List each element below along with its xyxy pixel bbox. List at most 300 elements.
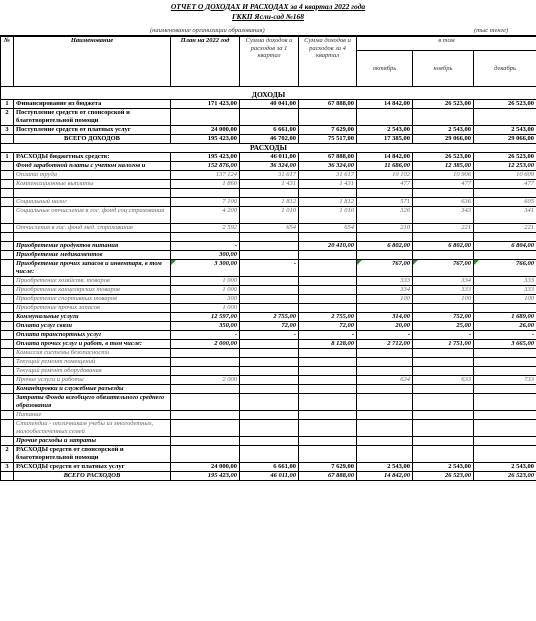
row-name: Приобретение канцелярских товаров [14,286,171,295]
row-num [1,304,14,313]
section-income: ДОХОДЫ [1,87,536,100]
table-row [1,463,536,472]
row-nov [413,420,474,437]
col-header-name: Наименование [14,37,171,87]
row-name: Стипендии - отличникам учебы из многодетных, малообеспеченных семей [14,420,171,437]
table-row [1,100,536,109]
row-nov [413,189,474,198]
row-oct: 17 385,00 [357,135,413,144]
row-plan [171,446,240,463]
row-q1 [240,349,299,358]
row-name [14,189,171,198]
row-nov: 633 [413,376,474,385]
row-nov: 636 [413,198,474,207]
currency-caption: (тыс тенге) [474,27,509,34]
row-plan [171,394,240,411]
row-dec [474,304,536,313]
row-q4 [299,277,357,286]
row-dec: 3 665,00 [474,340,536,349]
row-q4: 36 324,00 [299,162,357,171]
row-dec: 605 [474,198,536,207]
table-row [1,180,536,189]
row-plan: 24 000,00 [171,126,240,135]
row-plan: 137 124 [171,171,240,180]
row-q4 [299,109,357,126]
row-q1: - [240,331,299,340]
row-num: 3 [1,126,14,135]
row-oct: 10 102 [357,171,413,180]
table-row [1,277,536,286]
row-oct: 333 [357,277,413,286]
table-row [1,224,536,233]
col-header-nov: ноябрь [413,51,474,87]
row-name: Текущий ремонт оборудования [14,367,171,376]
organization-name: ГККП Ясли-сад №168 [231,12,305,21]
row-oct [357,394,413,411]
row-name: РАСХОДЫ бюджетных средств: [14,153,171,162]
row-name: Приобретение прочих запасов [14,304,171,313]
row-dec [474,189,536,198]
row-dec: 333 [474,277,536,286]
row-q1 [240,233,299,242]
row-oct: 2 712,00 [357,340,413,349]
row-q1 [240,420,299,437]
table-row [1,162,536,171]
table-row [1,286,536,295]
row-dec: 766,00 [474,260,536,277]
row-oct [357,304,413,313]
row-q1: 72,00 [240,322,299,331]
row-nov: 2 543,00 [413,126,474,135]
row-q1: 1 812 [240,198,299,207]
row-dec [474,358,536,367]
row-nov: 26 523,00 [413,472,474,481]
row-plan: 195 423,00 [171,135,240,144]
row-q4 [299,304,357,313]
table-row [1,126,536,135]
row-dec: 333 [474,286,536,295]
row-q1: 2 755,00 [240,313,299,322]
table-row [1,198,536,207]
row-nov: - [413,331,474,340]
col-header-num: № [1,37,14,87]
row-name: Питание [14,411,171,420]
row-nov: 26 523,00 [413,153,474,162]
table-row [1,340,536,349]
row-plan [171,385,240,394]
row-num [1,224,14,233]
row-nov: 334 [413,277,474,286]
row-dec [474,411,536,420]
row-num: 2 [1,446,14,463]
row-q1 [240,189,299,198]
col-header-q4: Сумма доходов и расходов за 4 квартал [299,37,357,87]
row-q1: 654 [240,224,299,233]
row-nov [413,358,474,367]
row-num: 1 [1,100,14,109]
row-num [1,242,14,251]
row-oct [357,411,413,420]
row-plan: 4 200 [171,207,240,224]
row-q4: 1 812 [299,198,357,207]
row-plan [171,233,240,242]
row-q4 [299,376,357,385]
row-num [1,277,14,286]
row-dec: 341 [474,207,536,224]
table-row [1,153,536,162]
row-dec [474,349,536,358]
row-num [1,189,14,198]
row-q1: 6 661,00 [240,126,299,135]
row-plan: 2 000,00 [171,340,240,349]
row-dec: - [474,331,536,340]
row-q4: 31 617 [299,171,357,180]
row-name: Приобретение спортивных товаров [14,295,171,304]
row-oct: 100 [357,295,413,304]
col-header-dec: декабрь [474,51,536,87]
row-q4 [299,349,357,358]
row-q1 [240,295,299,304]
row-name: Компенсационные выплаты [14,180,171,189]
row-nov: 767,00 [413,260,474,277]
row-oct: 14 842,00 [357,472,413,481]
row-name: РАСХОДЫ средств от платных услуг [14,463,171,472]
row-dec [474,251,536,260]
table-row [1,171,536,180]
row-oct: 767,00 [357,260,413,277]
row-num [1,180,14,189]
row-num [1,286,14,295]
row-q1: 6 661,00 [240,463,299,472]
row-name: Поступление средств от платных услуг [14,126,171,135]
row-num: 1 [1,153,14,162]
report-table [0,36,536,481]
row-oct: 6 802,00 [357,242,413,251]
section-expenses: РАСХОДЫ [1,144,536,153]
row-dec: 100 [474,295,536,304]
row-num [1,260,14,277]
row-name: Прочие расходы и затраты [14,437,171,446]
row-oct: 14 842,00 [357,100,413,109]
organization-caption: (наименование организации образования) [150,27,265,34]
row-plan: 300,00 [171,251,240,260]
row-q1: 31 617 [240,171,299,180]
row-num [1,349,14,358]
table-row [1,251,536,260]
col-header-q1: Сумма доходов и расходов за 1 квартал [240,37,299,87]
row-nov [413,446,474,463]
row-name: Коммунальные услуги [14,313,171,322]
row-oct: 571 [357,198,413,207]
row-name: Приобретение продуктов питания [14,242,171,251]
row-dec: 26 523,00 [474,100,536,109]
row-num [1,207,14,224]
row-q1 [240,446,299,463]
row-q4: 8 128,00 [299,340,357,349]
row-num: 2 [1,109,14,126]
row-nov [413,437,474,446]
row-name: Оплата прочих услуг и работ, в том числе: [14,340,171,349]
row-name: Поступление средств от спонсорской и благотворительной помощи [14,109,171,126]
row-nov [413,251,474,260]
row-oct: 314,00 [357,313,413,322]
row-q4: 7 629,00 [299,126,357,135]
row-num [1,295,14,304]
row-nov [413,411,474,420]
row-dec: 29 066,00 [474,135,536,144]
row-q1 [240,304,299,313]
row-nov: 2 543,00 [413,463,474,472]
row-q4: 20 410,00 [299,242,357,251]
row-plan: - [171,242,240,251]
row-plan: 12 597,00 [171,313,240,322]
row-plan: 171 423,00 [171,100,240,109]
row-name: РАСХОДЫ средств от спонсорской и благотворительной помощи [14,446,171,463]
row-num [1,376,14,385]
row-dec [474,367,536,376]
row-q4: 67 888,00 [299,100,357,109]
row-nov: 12 385,00 [413,162,474,171]
row-nov [413,367,474,376]
row-dec: 26 523,00 [474,153,536,162]
table-row [1,349,536,358]
table-row [1,109,536,126]
row-oct [357,385,413,394]
row-q4 [299,295,357,304]
row-plan: 2 592 [171,224,240,233]
row-oct: 11 686,00 [357,162,413,171]
row-num [1,420,14,437]
row-name: Оплата транспортных услуг [14,331,171,340]
table-row [1,446,536,463]
row-q4 [299,358,357,367]
row-plan [171,437,240,446]
row-oct: 20,00 [357,322,413,331]
table-row [1,260,536,277]
row-plan [171,420,240,437]
row-dec: 221 [474,224,536,233]
table-row [1,295,536,304]
row-num [1,358,14,367]
table-row [1,376,536,385]
row-oct: 326 [357,207,413,224]
row-q4: 2 755,00 [299,313,357,322]
row-oct: 477 [357,180,413,189]
row-plan: 1 000 [171,277,240,286]
row-dec [474,420,536,437]
row-q1 [240,376,299,385]
row-num [1,340,14,349]
row-oct: 2 543,00 [357,463,413,472]
row-nov [413,349,474,358]
row-num [1,331,14,340]
row-name: Социальные отчисления в гос. фонд соц страхования [14,207,171,224]
row-name: Прочие услуги и работы [14,376,171,385]
row-q4: 75 517,00 [299,135,357,144]
row-dec: 26 523,00 [474,472,536,481]
row-q4 [299,260,357,277]
row-q4: 72,00 [299,322,357,331]
col-header-including: в том [357,37,536,51]
row-q1 [240,251,299,260]
table-row [1,242,536,251]
table-row [1,144,536,153]
table-row [1,322,536,331]
row-name: Затраты Фонда всеобщего обязательного среднего образования [14,394,171,411]
row-oct: 634 [357,376,413,385]
row-oct: 14 842,00 [357,153,413,162]
row-plan [171,411,240,420]
table-row [1,394,536,411]
row-plan: 195 423,00 [171,153,240,162]
row-name [14,233,171,242]
row-name: Текущий ремонт помещений [14,358,171,367]
row-q4 [299,286,357,295]
row-q1 [240,109,299,126]
row-q1: 46 702,00 [240,135,299,144]
row-dec: 733 [474,376,536,385]
row-q1: - [240,260,299,277]
table-row [1,135,536,144]
table-row [1,437,536,446]
table-row [1,411,536,420]
row-dec: 26,00 [474,322,536,331]
row-name: Командировки и служебные разъезды [14,385,171,394]
row-q1: 1 010 [240,207,299,224]
row-num [1,411,14,420]
row-dec: 10 609 [474,171,536,180]
row-q4 [299,367,357,376]
row-nov: 477 [413,180,474,189]
row-dec: 2 543,00 [474,463,536,472]
row-nov [413,394,474,411]
row-name: Отчисления в гос. фонд мед. страхования [14,224,171,233]
row-dec: 6 804,00 [474,242,536,251]
row-plan: 1 860 [171,180,240,189]
row-name: Социальный налог [14,198,171,207]
row-oct [357,358,413,367]
table-row [1,420,536,437]
row-name: Приобретение прочих запасов и инвентаря, в том числе: [14,260,171,277]
row-nov: 1 751,00 [413,340,474,349]
row-q4: 1 431 [299,180,357,189]
row-plan [171,349,240,358]
row-name: Приобретение хозяйств. товаров [14,277,171,286]
row-nov: 343 [413,207,474,224]
row-nov: 26 523,00 [413,100,474,109]
row-oct [357,233,413,242]
row-q4 [299,251,357,260]
table-row [1,304,536,313]
row-q4 [299,437,357,446]
row-dec [474,437,536,446]
row-plan: 350,00 [171,322,240,331]
row-nov [413,304,474,313]
row-nov [413,385,474,394]
row-plan: 152 876,00 [171,162,240,171]
row-dec [474,446,536,463]
table-row [1,313,536,322]
row-name: ВСЕГО РАСХОДОВ [14,472,171,481]
row-num [1,394,14,411]
row-q1 [240,367,299,376]
row-plan: 195 423,00 [171,472,240,481]
row-plan [171,109,240,126]
row-q4: 67 888,00 [299,153,357,162]
row-plan: 1 000 [171,286,240,295]
row-dec: 1 689,00 [474,313,536,322]
row-num [1,135,14,144]
row-dec: 2 543,00 [474,126,536,135]
table-row [1,207,536,224]
row-q1: 46 011,00 [240,153,299,162]
row-q1: 36 324,00 [240,162,299,171]
row-num [1,162,14,171]
row-plan: 24 000,00 [171,463,240,472]
row-name: Финансирование из бюджета [14,100,171,109]
row-name: Фонд заработной платы с учетом налогов и [14,162,171,171]
row-plan: 300 [171,295,240,304]
row-q1 [240,411,299,420]
row-oct: 334 [357,286,413,295]
table-row [1,331,536,340]
row-q1: 46 011,00 [240,472,299,481]
row-q4 [299,420,357,437]
row-nov: 333 [413,286,474,295]
row-q1 [240,385,299,394]
row-oct [357,437,413,446]
row-num [1,322,14,331]
row-plan [171,367,240,376]
row-oct [357,367,413,376]
row-oct [357,446,413,463]
col-header-oct: октябрь [357,51,413,87]
row-nov: 25,00 [413,322,474,331]
table-row [1,189,536,198]
row-q4: 1 010 [299,207,357,224]
row-name: Оплата услуг связи [14,322,171,331]
row-q1 [240,340,299,349]
row-plan: 1 000 [171,304,240,313]
row-nov: 100 [413,295,474,304]
row-plan: 2 000 [171,376,240,385]
row-oct: 210 [357,224,413,233]
row-q1: 1 431 [240,180,299,189]
row-q1 [240,277,299,286]
row-dec [474,109,536,126]
row-q4: 654 [299,224,357,233]
row-num [1,367,14,376]
row-nov: 29 066,00 [413,135,474,144]
row-dec: 12 253,00 [474,162,536,171]
row-q1 [240,394,299,411]
row-plan: 3 300,00 [171,260,240,277]
row-num [1,171,14,180]
row-q4: 7 629,00 [299,463,357,472]
row-num [1,251,14,260]
row-num [1,313,14,322]
row-name: Оплата труда [14,171,171,180]
row-nov: 10 906 [413,171,474,180]
table-row [1,233,536,242]
report-title: ОТЧЕТ О ДОХОДАХ И РАСХОДАХ за 4 квартал 2022 года [170,2,366,11]
row-dec: 477 [474,180,536,189]
row-q1 [240,242,299,251]
row-q4 [299,233,357,242]
row-num [1,233,14,242]
row-plan: 7 100 [171,198,240,207]
row-q4 [299,446,357,463]
